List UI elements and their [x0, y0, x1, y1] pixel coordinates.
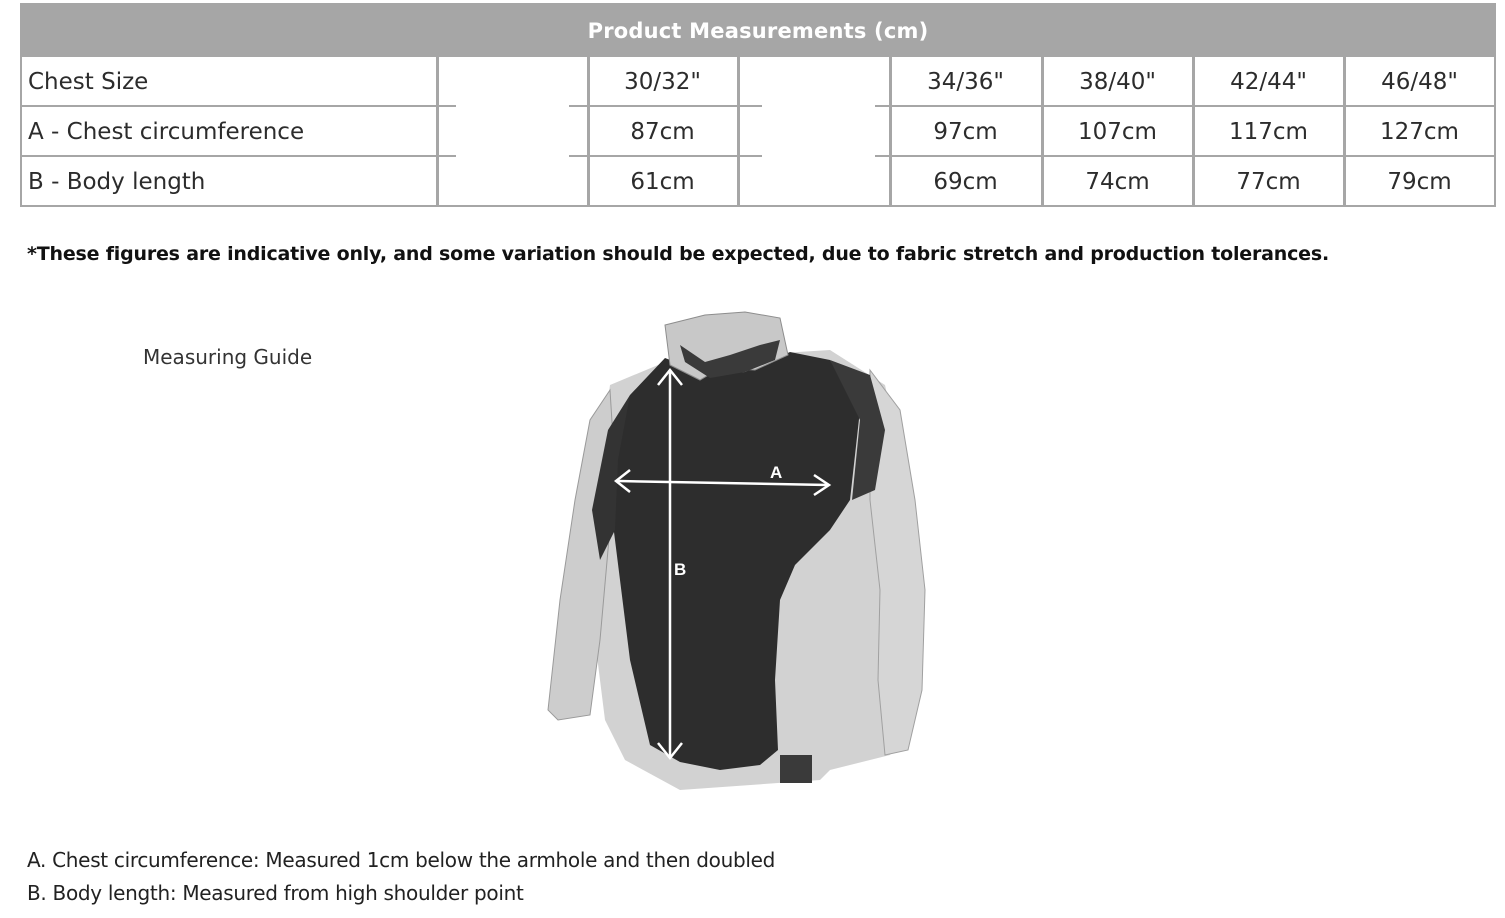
table-cell: 69cm [933, 169, 998, 195]
column-divider [587, 57, 590, 205]
disclaimer-note: *These figures are indicative only, and some variation should be expected, due to fabric stretch and production tolerances. [27, 243, 1329, 265]
column-divider [889, 57, 892, 205]
legend-body-length: B. Body length: Measured from high shoulder point [27, 881, 524, 905]
row-label: Chest Size [28, 69, 149, 95]
table-cell: 117cm [1229, 119, 1308, 145]
table-cell: 42/44" [1230, 69, 1307, 95]
table-cell: 30/32" [624, 69, 701, 95]
table-row [22, 57, 1494, 107]
table-cell: 46/48" [1381, 69, 1458, 95]
measurements-table [20, 3, 1496, 207]
table-cell: 97cm [933, 119, 998, 145]
table-cell: 38/40" [1079, 69, 1156, 95]
marker-a: A [770, 463, 783, 482]
row-label: B - Body length [28, 169, 206, 195]
marker-b: B [674, 560, 687, 579]
column-divider [436, 57, 439, 205]
column-divider [737, 57, 740, 205]
table-cell: 127cm [1380, 119, 1459, 145]
column-divider [1192, 57, 1195, 205]
table-cell: 107cm [1078, 119, 1157, 145]
table-row [22, 107, 1494, 157]
table-cell: 87cm [630, 119, 695, 145]
table-cell: 61cm [630, 169, 695, 195]
jacket-hem-tag [780, 755, 812, 783]
table-cell: 74cm [1085, 169, 1150, 195]
measuring-guide-label: Measuring Guide [143, 345, 313, 369]
column-divider [1041, 57, 1044, 205]
jacket-illustration [530, 300, 950, 800]
row-label: A - Chest circumference [28, 119, 305, 145]
column-divider [1343, 57, 1346, 205]
table-cell: 79cm [1387, 169, 1452, 195]
table-row [22, 157, 1494, 207]
legend-chest-circumference: A. Chest circumference: Measured 1cm below the armhole and then doubled [27, 848, 776, 872]
table-title: Product Measurements (cm) [22, 5, 1494, 57]
table-cell: 34/36" [927, 69, 1004, 95]
table-cell: 77cm [1236, 169, 1301, 195]
